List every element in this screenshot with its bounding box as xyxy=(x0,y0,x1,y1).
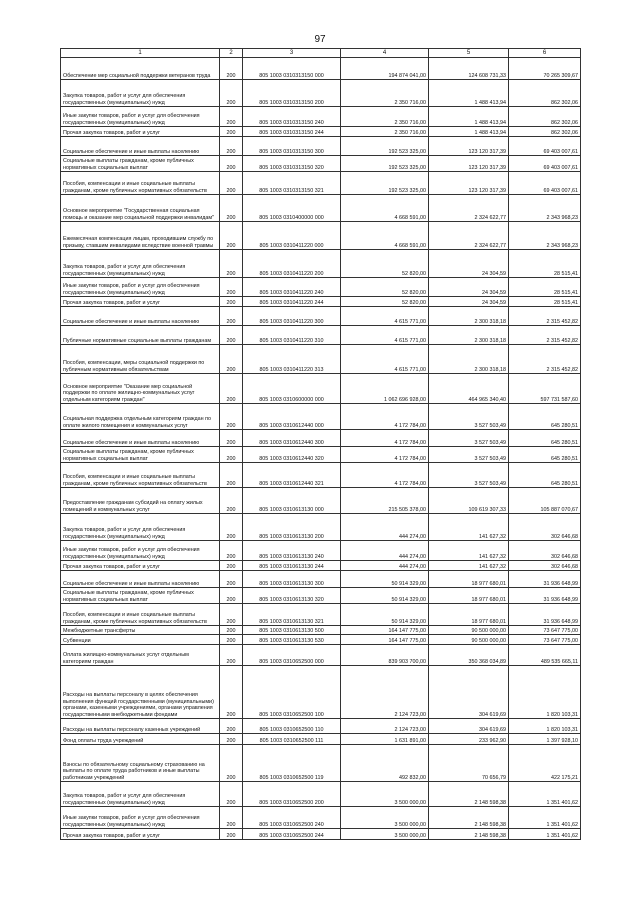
row-description: Социальные выплаты гражданам, кроме публичных нормативных социальных выплат xyxy=(61,447,220,463)
row-line-code: 200 xyxy=(220,137,243,156)
row-description: Фонд оплаты труда учреждений xyxy=(61,734,220,745)
row-approved-amount: 4 172 784,00 xyxy=(341,430,429,447)
row-description: Пособия, компенсации и иные социальные выплаты гражданам, кроме публичных нормативных обязательств xyxy=(61,463,220,488)
row-description: Публичные нормативные социальные выплаты гражданам xyxy=(61,326,220,345)
header-cell: 5 xyxy=(429,49,509,58)
row-executed-amount: 123 120 317,39 xyxy=(429,156,509,172)
row-budget-code: 805 1003 0310613130 530 xyxy=(243,635,341,645)
row-line-code: 200 xyxy=(220,488,243,514)
row-line-code: 200 xyxy=(220,463,243,488)
row-remaining-amount: 302 646,68 xyxy=(509,541,581,561)
row-remaining-amount: 28 515,41 xyxy=(509,278,581,297)
row-remaining-amount: 31 936 648,99 xyxy=(509,604,581,626)
row-description: Оплата жилищно-коммунальных услуг отдельным категориям граждан xyxy=(61,645,220,666)
table-row xyxy=(61,278,581,297)
table-row xyxy=(61,719,581,734)
header-cell: 2 xyxy=(220,49,243,58)
row-description: Социальное обеспечение и иные выплаты населению xyxy=(61,307,220,326)
row-approved-amount: 2 350 716,00 xyxy=(341,127,429,137)
row-line-code: 200 xyxy=(220,345,243,374)
row-approved-amount: 4 668 591,00 xyxy=(341,222,429,250)
row-remaining-amount: 645 280,51 xyxy=(509,447,581,463)
row-executed-amount: 24 304,59 xyxy=(429,250,509,278)
row-budget-code: 805 1003 0310313150 200 xyxy=(243,80,341,107)
table-row xyxy=(61,561,581,571)
row-budget-code: 805 1003 0310313150 240 xyxy=(243,107,341,127)
row-approved-amount: 2 350 716,00 xyxy=(341,80,429,107)
row-executed-amount: 3 527 503,49 xyxy=(429,404,509,430)
row-approved-amount: 4 615 771,00 xyxy=(341,307,429,326)
row-description: Обеспечение мер социальной поддержки ветеранов труда xyxy=(61,58,220,80)
row-description: Социальное обеспечение и иные выплаты населению xyxy=(61,430,220,447)
row-approved-amount: 194 874 041,00 xyxy=(341,58,429,80)
row-description: Иные закупки товаров, работ и услуг для обеспечения государственных (муниципальных) нужд xyxy=(61,541,220,561)
row-budget-code: 805 1003 0310600000 000 xyxy=(243,374,341,404)
row-budget-code: 805 1003 0310612440 300 xyxy=(243,430,341,447)
table-row xyxy=(61,734,581,745)
row-description: Прочая закупка товаров, работ и услуг xyxy=(61,561,220,571)
row-budget-code: 805 1003 0310613130 240 xyxy=(243,541,341,561)
row-remaining-amount: 28 515,41 xyxy=(509,250,581,278)
row-budget-code: 805 1003 0310613130 320 xyxy=(243,588,341,604)
row-line-code: 200 xyxy=(220,250,243,278)
row-executed-amount: 2 300 318,18 xyxy=(429,345,509,374)
row-budget-code: 805 1003 0310313150 244 xyxy=(243,127,341,137)
table-row xyxy=(61,80,581,107)
row-remaining-amount: 1 820 103,31 xyxy=(509,666,581,719)
table-row xyxy=(61,58,581,80)
budget-table xyxy=(60,48,581,840)
row-line-code: 200 xyxy=(220,829,243,840)
row-approved-amount: 444 274,00 xyxy=(341,561,429,571)
row-remaining-amount: 1 397 928,10 xyxy=(509,734,581,745)
row-line-code: 200 xyxy=(220,719,243,734)
row-line-code: 200 xyxy=(220,127,243,137)
row-remaining-amount: 645 280,51 xyxy=(509,404,581,430)
row-description: Прочая закупка товаров, работ и услуг xyxy=(61,829,220,840)
table-row xyxy=(61,666,581,719)
table-header-row xyxy=(61,49,581,58)
row-approved-amount: 2 124 723,00 xyxy=(341,666,429,719)
row-remaining-amount: 862 302,06 xyxy=(509,127,581,137)
row-description: Взносы по обязательному социальному страхованию на выплаты по оплате труда работников и иные выплаты работникам учреждений xyxy=(61,745,220,782)
row-description: Закупка товаров, работ и услуг для обеспечения государственных (муниципальных) нужд xyxy=(61,250,220,278)
row-line-code: 200 xyxy=(220,734,243,745)
table-row xyxy=(61,374,581,404)
row-executed-amount: 3 527 503,49 xyxy=(429,463,509,488)
row-executed-amount: 24 304,59 xyxy=(429,297,509,307)
row-remaining-amount: 862 302,06 xyxy=(509,107,581,127)
row-executed-amount: 141 627,32 xyxy=(429,561,509,571)
row-line-code: 200 xyxy=(220,541,243,561)
row-description: Ежемесячная компенсация лицам, проходившим службу по призыву, ставшим инвалидами вследствие военной травмы xyxy=(61,222,220,250)
table-row xyxy=(61,297,581,307)
row-approved-amount: 4 615 771,00 xyxy=(341,326,429,345)
row-remaining-amount: 1 351 401,62 xyxy=(509,782,581,807)
table-row xyxy=(61,745,581,782)
table-row xyxy=(61,430,581,447)
row-executed-amount: 90 500 000,00 xyxy=(429,635,509,645)
row-approved-amount: 52 820,00 xyxy=(341,278,429,297)
header-cell: 6 xyxy=(509,49,581,58)
row-executed-amount: 350 368 034,89 xyxy=(429,645,509,666)
row-executed-amount: 124 608 731,33 xyxy=(429,58,509,80)
row-description: Пособия, компенсации и иные социальные выплаты гражданам, кроме публичных нормативных обязательств xyxy=(61,604,220,626)
table-row xyxy=(61,107,581,127)
row-line-code: 200 xyxy=(220,666,243,719)
table-row xyxy=(61,326,581,345)
row-executed-amount: 3 527 503,49 xyxy=(429,447,509,463)
row-budget-code: 805 1003 0310613130 500 xyxy=(243,626,341,635)
row-budget-code: 805 1003 0310411220 300 xyxy=(243,307,341,326)
row-executed-amount: 18 977 680,01 xyxy=(429,571,509,588)
row-approved-amount: 4 172 784,00 xyxy=(341,463,429,488)
table-row xyxy=(61,626,581,635)
row-approved-amount: 1 631 891,00 xyxy=(341,734,429,745)
row-remaining-amount: 105 887 070,67 xyxy=(509,488,581,514)
row-remaining-amount: 645 280,51 xyxy=(509,430,581,447)
row-description: Расходы на выплаты персоналу казенных учреждений xyxy=(61,719,220,734)
row-budget-code: 805 1003 0310411220 240 xyxy=(243,278,341,297)
row-remaining-amount: 645 280,51 xyxy=(509,463,581,488)
row-line-code: 200 xyxy=(220,107,243,127)
row-budget-code: 805 1003 0310313150 000 xyxy=(243,58,341,80)
row-budget-code: 805 1003 0310652500 100 xyxy=(243,666,341,719)
table-row xyxy=(61,782,581,807)
row-line-code: 200 xyxy=(220,404,243,430)
row-executed-amount: 2 300 318,18 xyxy=(429,326,509,345)
row-approved-amount: 2 124 723,00 xyxy=(341,719,429,734)
row-line-code: 200 xyxy=(220,604,243,626)
row-executed-amount: 304 619,69 xyxy=(429,666,509,719)
row-remaining-amount: 2 315 452,82 xyxy=(509,345,581,374)
header-cell: 4 xyxy=(341,49,429,58)
row-budget-code: 805 1003 0310612440 321 xyxy=(243,463,341,488)
row-executed-amount: 2 148 598,38 xyxy=(429,829,509,840)
row-remaining-amount: 31 936 648,99 xyxy=(509,571,581,588)
row-budget-code: 805 1003 0310652500 110 xyxy=(243,719,341,734)
table-row xyxy=(61,604,581,626)
table-row xyxy=(61,195,581,222)
table-row xyxy=(61,829,581,840)
table-row xyxy=(61,463,581,488)
row-line-code: 200 xyxy=(220,80,243,107)
row-budget-code: 805 1003 0310652500 200 xyxy=(243,782,341,807)
row-line-code: 200 xyxy=(220,307,243,326)
row-description: Социальная поддержка отдельным категориям граждан по оплате жилого помещения и коммунальных услуг xyxy=(61,404,220,430)
row-line-code: 200 xyxy=(220,195,243,222)
row-description: Закупка товаров, работ и услуг для обеспечения государственных (муниципальных) нужд xyxy=(61,782,220,807)
row-approved-amount: 492 832,00 xyxy=(341,745,429,782)
row-approved-amount: 192 523 325,00 xyxy=(341,156,429,172)
row-line-code: 200 xyxy=(220,635,243,645)
table-row xyxy=(61,447,581,463)
row-remaining-amount: 862 302,06 xyxy=(509,80,581,107)
row-budget-code: 805 1003 0310652500 111 xyxy=(243,734,341,745)
row-remaining-amount: 69 403 007,61 xyxy=(509,137,581,156)
table-row xyxy=(61,807,581,829)
row-line-code: 200 xyxy=(220,588,243,604)
row-budget-code: 805 1003 0310411220 244 xyxy=(243,297,341,307)
row-approved-amount: 444 274,00 xyxy=(341,514,429,541)
row-description: Основное мероприятие "Оказание мер социальной поддержки по оплате жилищно-коммунальных услуг отдельным категориям граждан" xyxy=(61,374,220,404)
row-line-code: 200 xyxy=(220,156,243,172)
row-approved-amount: 50 914 329,00 xyxy=(341,604,429,626)
row-remaining-amount: 2 315 452,82 xyxy=(509,307,581,326)
row-description: Социальное обеспечение и иные выплаты населению xyxy=(61,137,220,156)
row-description: Субвенции xyxy=(61,635,220,645)
row-description: Социальные выплаты гражданам, кроме публичных нормативных социальных выплат xyxy=(61,588,220,604)
row-executed-amount: 109 619 307,33 xyxy=(429,488,509,514)
row-line-code: 200 xyxy=(220,782,243,807)
row-line-code: 200 xyxy=(220,626,243,635)
row-description: Иные закупки товаров, работ и услуг для обеспечения государственных (муниципальных) нужд xyxy=(61,107,220,127)
row-remaining-amount: 69 403 007,61 xyxy=(509,172,581,195)
row-description: Предоставление гражданам субсидий на оплату жилых помещений и коммунальных услуг xyxy=(61,488,220,514)
row-budget-code: 805 1003 0310411220 000 xyxy=(243,222,341,250)
row-budget-code: 805 1003 0310613130 244 xyxy=(243,561,341,571)
row-approved-amount: 1 062 696 928,00 xyxy=(341,374,429,404)
row-budget-code: 805 1003 0310652500 000 xyxy=(243,645,341,666)
header-cell: 1 xyxy=(61,49,220,58)
row-remaining-amount: 302 646,68 xyxy=(509,514,581,541)
row-approved-amount: 2 350 716,00 xyxy=(341,107,429,127)
row-executed-amount: 304 619,69 xyxy=(429,719,509,734)
row-description: Пособия, компенсации, меры социальной поддержки по публичным нормативным обязательствам xyxy=(61,345,220,374)
row-executed-amount: 123 120 317,39 xyxy=(429,172,509,195)
row-executed-amount: 2 324 622,77 xyxy=(429,222,509,250)
row-remaining-amount: 302 646,68 xyxy=(509,561,581,571)
row-approved-amount: 192 523 325,00 xyxy=(341,172,429,195)
row-description: Социальное обеспечение и иные выплаты населению xyxy=(61,571,220,588)
row-executed-amount: 141 627,32 xyxy=(429,541,509,561)
row-approved-amount: 50 914 329,00 xyxy=(341,571,429,588)
row-executed-amount: 2 300 318,18 xyxy=(429,307,509,326)
row-budget-code: 805 1003 0310613130 000 xyxy=(243,488,341,514)
table-row xyxy=(61,127,581,137)
row-approved-amount: 3 500 000,00 xyxy=(341,829,429,840)
row-description: Расходы на выплаты персоналу в целях обеспечения выполнения функций государственными (муниципальными) органами, казенными учреждениями, органами управления государственными внебюджетными фондами xyxy=(61,666,220,719)
row-budget-code: 805 1003 0310613130 321 xyxy=(243,604,341,626)
row-budget-code: 805 1003 0310652500 244 xyxy=(243,829,341,840)
row-executed-amount: 18 977 680,01 xyxy=(429,604,509,626)
row-budget-code: 805 1003 0310652500 240 xyxy=(243,807,341,829)
row-executed-amount: 464 965 340,40 xyxy=(429,374,509,404)
row-executed-amount: 3 527 503,49 xyxy=(429,430,509,447)
table-row xyxy=(61,250,581,278)
table-row xyxy=(61,156,581,172)
row-budget-code: 805 1003 0310612440 320 xyxy=(243,447,341,463)
row-approved-amount: 4 615 771,00 xyxy=(341,345,429,374)
row-remaining-amount: 1 351 401,62 xyxy=(509,807,581,829)
row-executed-amount: 2 148 598,38 xyxy=(429,782,509,807)
row-executed-amount: 18 977 680,01 xyxy=(429,588,509,604)
row-approved-amount: 164 147 775,00 xyxy=(341,635,429,645)
row-executed-amount: 2 324 622,77 xyxy=(429,195,509,222)
row-description: Закупка товаров, работ и услуг для обеспечения государственных (муниципальных) нужд xyxy=(61,80,220,107)
row-approved-amount: 4 668 591,00 xyxy=(341,195,429,222)
row-approved-amount: 4 172 784,00 xyxy=(341,404,429,430)
table-row xyxy=(61,571,581,588)
row-approved-amount: 52 820,00 xyxy=(341,297,429,307)
row-remaining-amount: 2 343 968,23 xyxy=(509,222,581,250)
row-line-code: 200 xyxy=(220,561,243,571)
row-executed-amount: 141 627,32 xyxy=(429,514,509,541)
row-executed-amount: 24 304,59 xyxy=(429,278,509,297)
row-executed-amount: 2 148 598,38 xyxy=(429,807,509,829)
row-budget-code: 805 1003 0310612440 000 xyxy=(243,404,341,430)
row-remaining-amount: 1 351 401,62 xyxy=(509,829,581,840)
row-remaining-amount: 31 936 648,99 xyxy=(509,588,581,604)
table-row xyxy=(61,172,581,195)
row-executed-amount: 90 500 000,00 xyxy=(429,626,509,635)
table-row xyxy=(61,345,581,374)
row-line-code: 200 xyxy=(220,645,243,666)
row-description: Иные закупки товаров, работ и услуг для обеспечения государственных (муниципальных) нужд xyxy=(61,278,220,297)
table-row xyxy=(61,541,581,561)
row-executed-amount: 1 488 413,94 xyxy=(429,107,509,127)
row-budget-code: 805 1003 0310313150 300 xyxy=(243,137,341,156)
row-description: Основное мероприятие "Государственная социальная помощь и оказание мер социальной поддержки инвалидам" xyxy=(61,195,220,222)
row-approved-amount: 52 820,00 xyxy=(341,250,429,278)
row-approved-amount: 839 903 700,00 xyxy=(341,645,429,666)
row-approved-amount: 4 172 784,00 xyxy=(341,447,429,463)
table-row xyxy=(61,645,581,666)
row-executed-amount: 1 488 413,94 xyxy=(429,127,509,137)
row-description: Закупка товаров, работ и услуг для обеспечения государственных (муниципальных) нужд xyxy=(61,514,220,541)
row-approved-amount: 50 914 329,00 xyxy=(341,588,429,604)
row-budget-code: 805 1003 0310613130 300 xyxy=(243,571,341,588)
row-line-code: 200 xyxy=(220,278,243,297)
row-line-code: 200 xyxy=(220,297,243,307)
row-budget-code: 805 1003 0310411220 313 xyxy=(243,345,341,374)
row-line-code: 200 xyxy=(220,222,243,250)
row-description: Социальные выплаты гражданам, кроме публичных нормативных социальных выплат xyxy=(61,156,220,172)
table-row xyxy=(61,307,581,326)
row-remaining-amount: 422 175,21 xyxy=(509,745,581,782)
row-remaining-amount: 597 731 587,60 xyxy=(509,374,581,404)
row-approved-amount: 164 147 775,00 xyxy=(341,626,429,635)
row-approved-amount: 3 500 000,00 xyxy=(341,782,429,807)
row-remaining-amount: 2 315 452,82 xyxy=(509,326,581,345)
table-row xyxy=(61,222,581,250)
row-description: Межбюджетные трансферты xyxy=(61,626,220,635)
row-budget-code: 805 1003 0310613130 200 xyxy=(243,514,341,541)
table-row xyxy=(61,488,581,514)
table-body xyxy=(61,49,581,840)
row-budget-code: 805 1003 0310411220 200 xyxy=(243,250,341,278)
table-row xyxy=(61,635,581,645)
row-approved-amount: 3 500 000,00 xyxy=(341,807,429,829)
row-line-code: 200 xyxy=(220,807,243,829)
table-row xyxy=(61,137,581,156)
row-budget-code: 805 1003 0310313150 320 xyxy=(243,156,341,172)
row-budget-code: 805 1003 0310411220 310 xyxy=(243,326,341,345)
table-row xyxy=(61,514,581,541)
table-row xyxy=(61,404,581,430)
row-remaining-amount: 489 535 665,11 xyxy=(509,645,581,666)
row-line-code: 200 xyxy=(220,571,243,588)
row-line-code: 200 xyxy=(220,58,243,80)
row-budget-code: 805 1003 0310313150 321 xyxy=(243,172,341,195)
row-description: Прочая закупка товаров, работ и услуг xyxy=(61,297,220,307)
row-executed-amount: 233 962,90 xyxy=(429,734,509,745)
table-row xyxy=(61,588,581,604)
row-executed-amount: 123 120 317,39 xyxy=(429,137,509,156)
page-number: 97 xyxy=(314,34,326,45)
row-remaining-amount: 70 265 309,67 xyxy=(509,58,581,80)
row-line-code: 200 xyxy=(220,172,243,195)
row-remaining-amount: 69 403 007,61 xyxy=(509,156,581,172)
row-remaining-amount: 73 647 775,00 xyxy=(509,626,581,635)
row-line-code: 200 xyxy=(220,430,243,447)
row-remaining-amount: 1 820 103,31 xyxy=(509,719,581,734)
row-executed-amount: 1 488 413,94 xyxy=(429,80,509,107)
row-approved-amount: 215 505 378,00 xyxy=(341,488,429,514)
row-line-code: 200 xyxy=(220,745,243,782)
row-executed-amount: 70 656,79 xyxy=(429,745,509,782)
row-description: Прочая закупка товаров, работ и услуг xyxy=(61,127,220,137)
row-approved-amount: 444 274,00 xyxy=(341,541,429,561)
row-description: Иные закупки товаров, работ и услуг для обеспечения государственных (муниципальных) нужд xyxy=(61,807,220,829)
row-budget-code: 805 1003 0310652500 119 xyxy=(243,745,341,782)
row-remaining-amount: 2 343 968,23 xyxy=(509,195,581,222)
row-line-code: 200 xyxy=(220,514,243,541)
header-cell: 3 xyxy=(243,49,341,58)
row-description: Пособия, компенсации и иные социальные выплаты гражданам, кроме публичных нормативных обязательств xyxy=(61,172,220,195)
row-line-code: 200 xyxy=(220,326,243,345)
row-remaining-amount: 28 515,41 xyxy=(509,297,581,307)
row-line-code: 200 xyxy=(220,447,243,463)
row-remaining-amount: 73 647 775,00 xyxy=(509,635,581,645)
row-line-code: 200 xyxy=(220,374,243,404)
row-budget-code: 805 1003 0310400000 000 xyxy=(243,195,341,222)
row-approved-amount: 192 523 325,00 xyxy=(341,137,429,156)
